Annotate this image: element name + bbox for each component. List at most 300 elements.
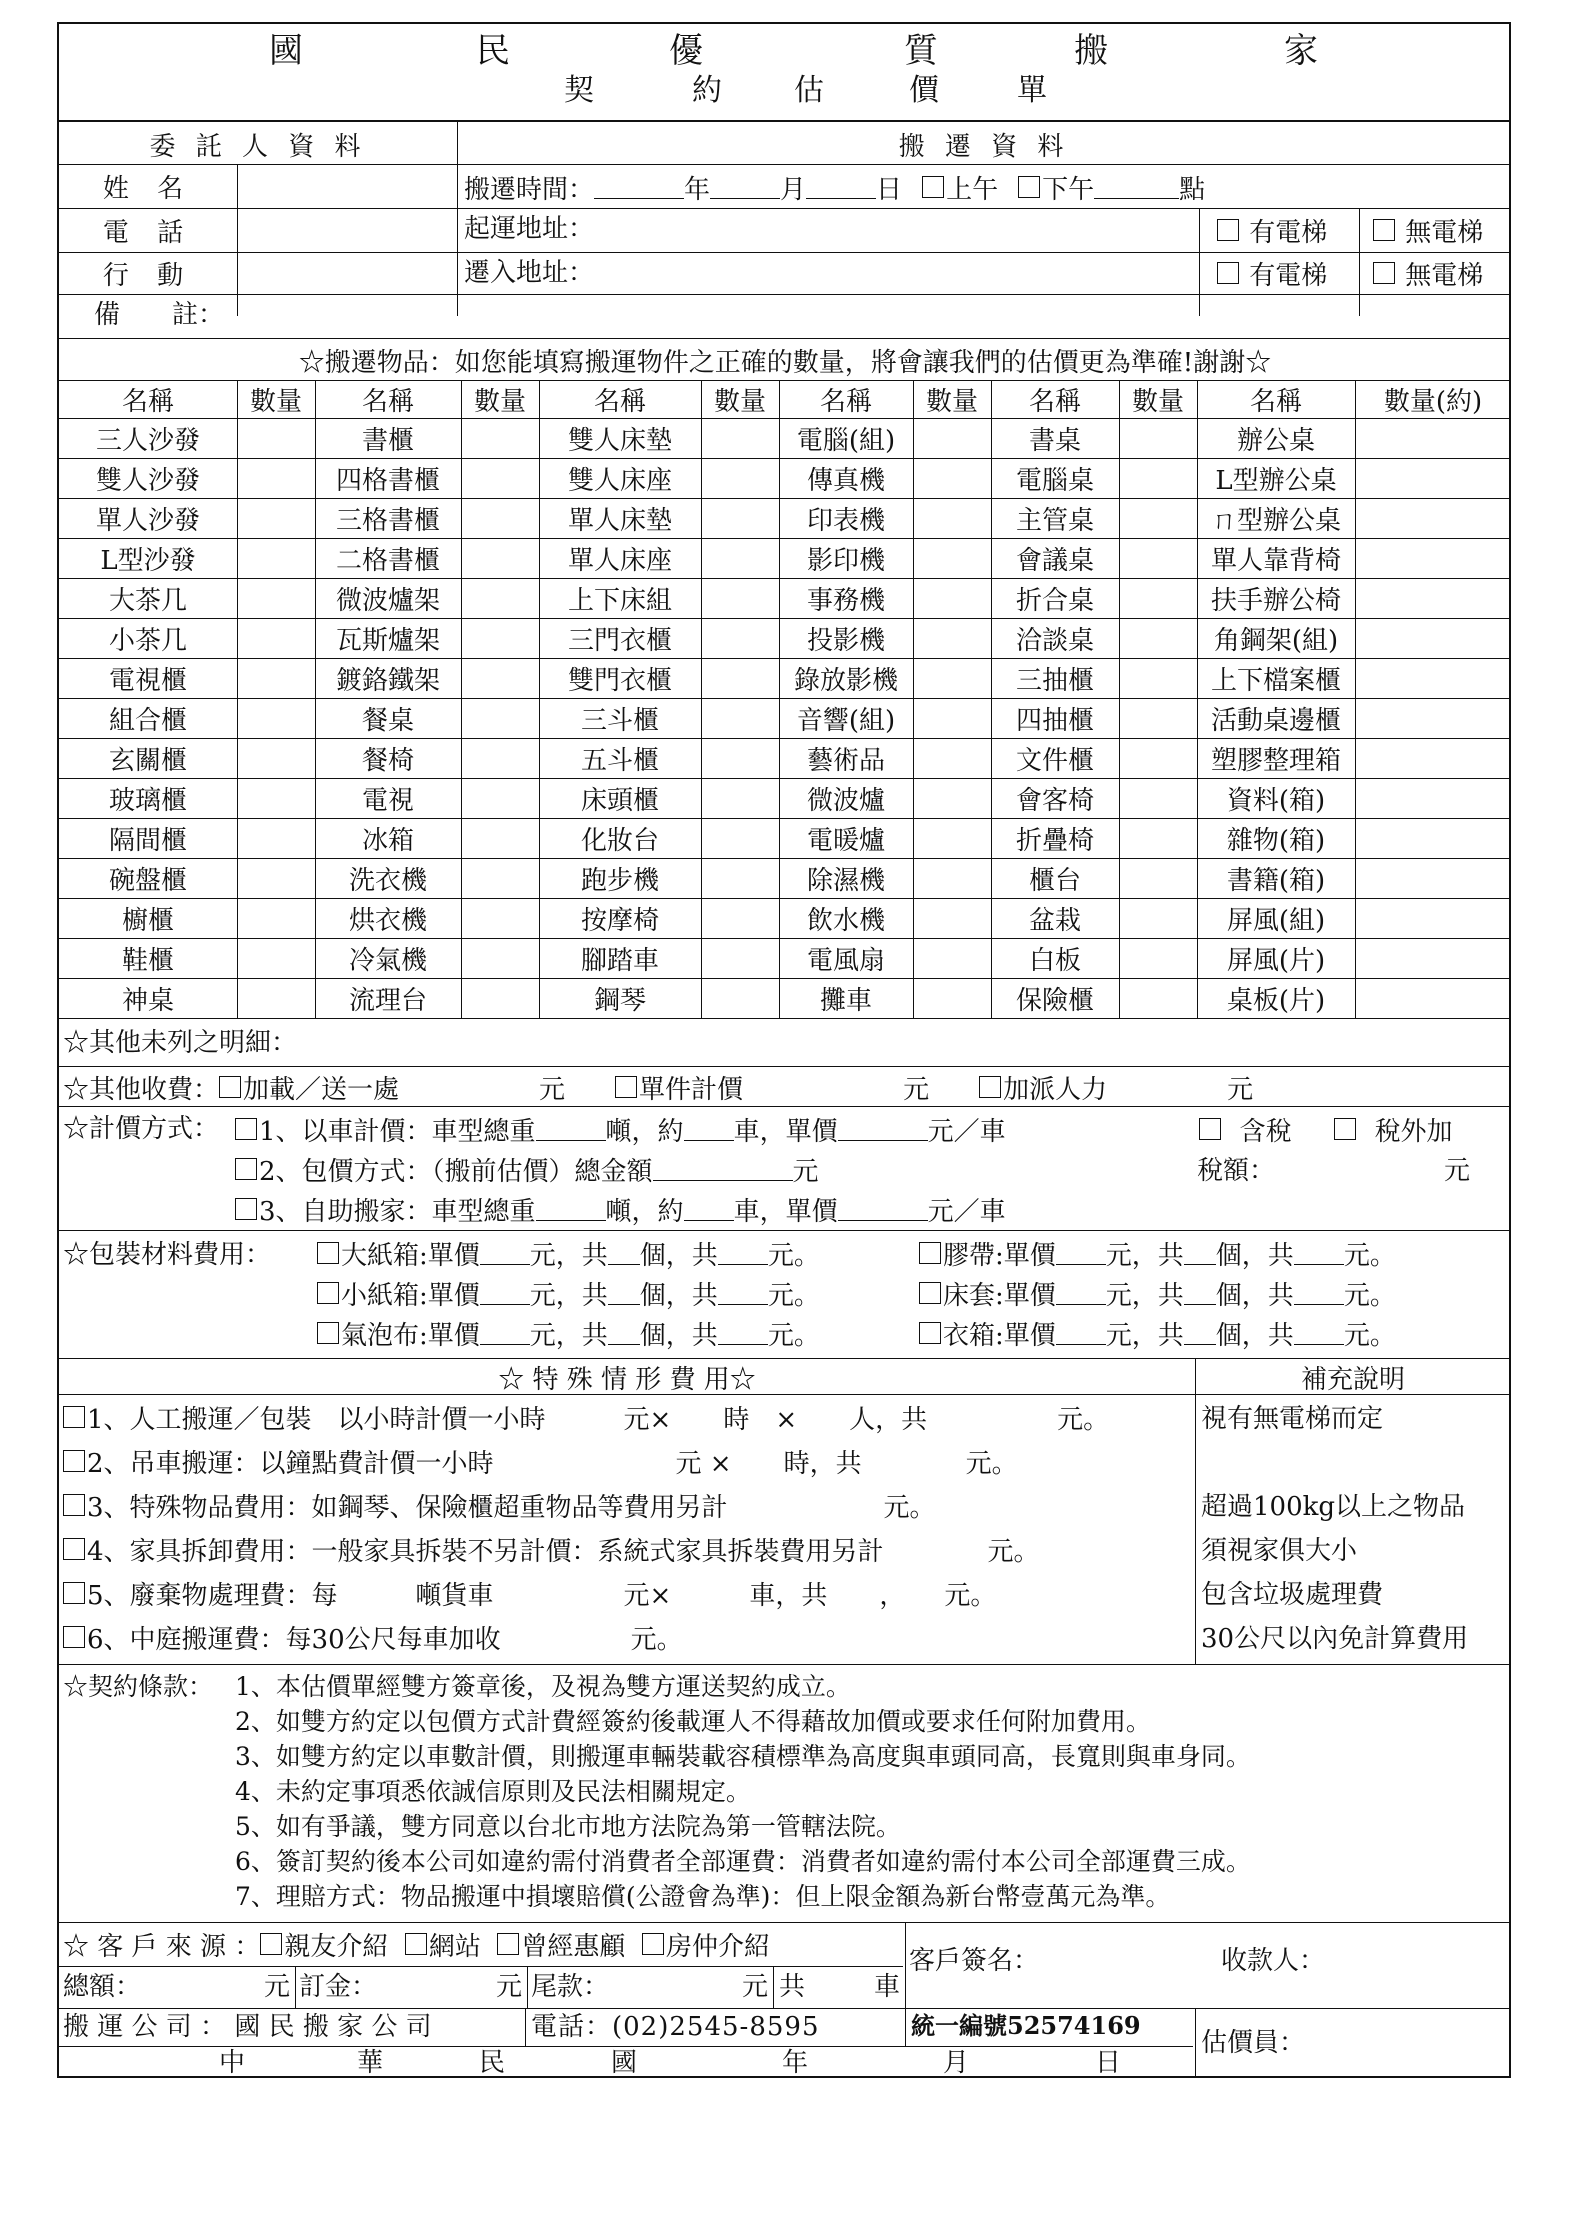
- item-qty-field[interactable]: [461, 978, 539, 1018]
- item-qty-field[interactable]: [237, 698, 315, 738]
- yuan-label: 元: [1227, 1074, 1254, 1105]
- column-header-name: 名稱: [121, 386, 174, 417]
- item-qty-field[interactable]: [1119, 698, 1197, 738]
- source-option: 房仲介紹: [665, 1931, 770, 1962]
- packing-text: :單價: [995, 1320, 1056, 1351]
- weight-field[interactable]: [536, 1118, 606, 1141]
- subtitle-char: 約: [692, 73, 722, 108]
- item-name: 神桌: [121, 985, 174, 1016]
- contract-term: 5、如有爭議，雙方同意以台北市地方法院為第一管轄法院。: [235, 1812, 901, 1841]
- column-header-qty: 數量(約): [1383, 386, 1483, 417]
- item-name: 三門衣櫃: [567, 625, 672, 656]
- fee-opt2-label: 單件計價: [639, 1074, 744, 1105]
- special-fee-note: 超過100kg以上之物品: [1201, 1492, 1466, 1522]
- packing-subtotal-field[interactable]: [718, 1242, 768, 1265]
- item-qty-field[interactable]: [237, 498, 315, 538]
- item-qty-field[interactable]: [913, 538, 991, 578]
- from-elevator-no-checkbox[interactable]: [1373, 219, 1395, 241]
- phone-field[interactable]: [239, 210, 455, 250]
- item-name: 資料(箱): [1226, 785, 1326, 816]
- items-banner: ☆搬遷物品：如您能填寫搬運物件之正確的數量，將會讓我們的估價更為準確!謝謝☆: [298, 347, 1272, 378]
- item-name: 書桌: [1028, 425, 1081, 456]
- packing-text: 個，共: [1215, 1320, 1294, 1351]
- column-header-qty: 數量: [1131, 386, 1184, 417]
- packing-text: 元，共: [1105, 1320, 1184, 1351]
- item-name: 二格書櫃: [335, 545, 440, 576]
- item-qty-field[interactable]: [913, 458, 991, 498]
- packing-text: :單價: [419, 1240, 480, 1271]
- special-fee-text: 3、特殊物品費用：如鋼琴、保險櫃超重物品等費用另計 元。: [87, 1492, 936, 1523]
- item-qty-field[interactable]: [913, 938, 991, 978]
- packing-unit-price-field[interactable]: [480, 1282, 530, 1305]
- item-qty-field[interactable]: [701, 658, 779, 698]
- packing-text: :單價: [419, 1280, 480, 1311]
- tax-yuan-label: 元: [1444, 1156, 1471, 1186]
- item-name: 雙人床座: [567, 465, 672, 496]
- hour-field[interactable]: [1094, 176, 1179, 199]
- packing-unit-price-field[interactable]: [480, 1322, 530, 1345]
- item-qty-field[interactable]: [461, 578, 539, 618]
- contract-term: 6、簽訂契約後本公司如違約需付消費者全部運費：消費者如違約需付本公司全部運費三成。: [235, 1847, 1251, 1876]
- item-name: 單人床墊: [567, 505, 672, 536]
- yuan-label: 元: [742, 1972, 769, 2002]
- item-qty-field[interactable]: [1355, 898, 1511, 938]
- cars-field[interactable]: [684, 1118, 734, 1141]
- pricing-line2: [235, 1152, 819, 1186]
- item-qty-field[interactable]: [701, 858, 779, 898]
- item-name: 白板: [1028, 945, 1081, 976]
- item-name: 大茶几: [108, 585, 187, 616]
- fee-opt1-checkbox[interactable]: [219, 1076, 241, 1098]
- packing-subtotal-field[interactable]: [1294, 1282, 1344, 1305]
- date-char: 民: [479, 2048, 506, 2078]
- item-name: 電腦(組): [796, 425, 896, 456]
- item-qty-field[interactable]: [913, 418, 991, 458]
- to-elevator-no-checkbox[interactable]: [1373, 262, 1395, 284]
- column-header-name: 名稱: [1249, 386, 1302, 417]
- fee-opt2-checkbox[interactable]: [615, 1076, 637, 1098]
- item-qty-field[interactable]: [701, 898, 779, 938]
- item-qty-field[interactable]: [913, 858, 991, 898]
- packing-count-field[interactable]: [608, 1282, 640, 1305]
- other-fees-row: [63, 1070, 1253, 1104]
- item-name: 傳真機: [806, 465, 885, 496]
- item-qty-field[interactable]: [701, 938, 779, 978]
- unit-price-field[interactable]: [838, 1198, 928, 1221]
- packing-material-label: 床套: [943, 1280, 996, 1311]
- item-qty-field[interactable]: [701, 618, 779, 658]
- mobile-label: 行 動: [102, 260, 194, 291]
- item-name: 三斗櫃: [580, 705, 659, 736]
- item-name: 角鋼架(組): [1213, 625, 1339, 656]
- packing-text: 元，共: [1105, 1240, 1184, 1271]
- fee-opt3-label: 加派人力: [1003, 1074, 1108, 1105]
- packing-item: [317, 1236, 820, 1270]
- item-name: 鋼琴: [593, 985, 646, 1016]
- month-field[interactable]: [710, 176, 780, 199]
- item-name: 鞋櫃: [121, 945, 174, 976]
- packing-unit-price-field[interactable]: [1056, 1242, 1106, 1265]
- title-char: 家: [1284, 31, 1318, 71]
- packing-text: 個，共: [1215, 1240, 1294, 1271]
- item-qty-field[interactable]: [461, 498, 539, 538]
- item-name: 折合桌: [1015, 585, 1094, 616]
- item-name: 冷氣機: [348, 945, 427, 976]
- tax-incl-label: 含稅: [1239, 1116, 1292, 1147]
- pricing-text: 元: [792, 1156, 819, 1187]
- item-qty-field[interactable]: [237, 818, 315, 858]
- item-qty-field[interactable]: [461, 938, 539, 978]
- company-tax-id: 統一編號52574169: [911, 2011, 1141, 2040]
- item-qty-field[interactable]: [461, 818, 539, 858]
- from-elevator-yes-checkbox[interactable]: [1217, 219, 1239, 241]
- elevator-no-label: 無電梯: [1405, 217, 1484, 248]
- packing-text: :單價: [995, 1280, 1056, 1311]
- item-qty-field[interactable]: [701, 418, 779, 458]
- packing-text: 元。: [767, 1320, 820, 1351]
- item-qty-field[interactable]: [461, 858, 539, 898]
- cars-field[interactable]: [684, 1198, 734, 1221]
- item-qty-field[interactable]: [1119, 738, 1197, 778]
- pricing-text: 2、包價方式：（搬前估價）總金額: [259, 1156, 653, 1187]
- phone-label: 電 話: [102, 217, 194, 248]
- item-qty-field[interactable]: [461, 698, 539, 738]
- fee-opt3-checkbox[interactable]: [979, 1076, 1001, 1098]
- item-name: 四抽櫃: [1015, 705, 1094, 736]
- weight-field[interactable]: [536, 1198, 606, 1221]
- pricing-text: 車，單價: [733, 1196, 838, 1227]
- item-qty-field[interactable]: [1355, 938, 1511, 978]
- item-qty-field[interactable]: [1355, 658, 1511, 698]
- item-name: 雜物(箱): [1226, 825, 1326, 856]
- item-qty-field[interactable]: [461, 898, 539, 938]
- item-name: 屏風(組): [1226, 905, 1326, 936]
- year-field[interactable]: [594, 176, 684, 199]
- item-qty-field[interactable]: [461, 778, 539, 818]
- item-qty-field[interactable]: [237, 458, 315, 498]
- special-fee-note: 包含垃圾處理費: [1201, 1580, 1384, 1610]
- item-qty-field[interactable]: [1119, 418, 1197, 458]
- packing-material-label: 小紙箱: [341, 1280, 420, 1311]
- item-qty-field[interactable]: [913, 498, 991, 538]
- item-qty-field[interactable]: [237, 418, 315, 458]
- unit-price-field[interactable]: [838, 1118, 928, 1141]
- special-fee-row: [63, 1398, 1109, 1436]
- packing-checkbox[interactable]: [317, 1242, 339, 1264]
- packing-item: [317, 1316, 820, 1350]
- packing-unit-price-field[interactable]: [480, 1242, 530, 1265]
- move-time-row: [464, 169, 1205, 205]
- item-qty-field[interactable]: [1119, 778, 1197, 818]
- packing-checkbox[interactable]: [919, 1282, 941, 1304]
- item-qty-field[interactable]: [461, 538, 539, 578]
- item-qty-field[interactable]: [237, 778, 315, 818]
- special-fee-checkbox[interactable]: [63, 1538, 85, 1560]
- item-name: 電腦桌: [1015, 465, 1094, 496]
- special-fee-checkbox[interactable]: [63, 1494, 85, 1516]
- item-name: 錄放影機: [793, 665, 898, 696]
- item-qty-field[interactable]: [913, 618, 991, 658]
- packing-text: 個，共: [639, 1320, 718, 1351]
- source-returning-checkbox[interactable]: [497, 1933, 519, 1955]
- packing-count-field[interactable]: [1184, 1242, 1216, 1265]
- packing-text: 元。: [767, 1240, 820, 1271]
- item-qty-field[interactable]: [913, 698, 991, 738]
- item-qty-field[interactable]: [461, 658, 539, 698]
- item-qty-field[interactable]: [1119, 498, 1197, 538]
- item-name: 印表機: [806, 505, 885, 536]
- item-qty-field[interactable]: [701, 818, 779, 858]
- packing-unit-price-field[interactable]: [1056, 1322, 1106, 1345]
- item-qty-field[interactable]: [237, 578, 315, 618]
- item-qty-field[interactable]: [913, 658, 991, 698]
- item-name: 微波爐: [806, 785, 885, 816]
- date-char: 日: [1095, 2048, 1122, 2078]
- packing-subtotal-field[interactable]: [718, 1282, 768, 1305]
- item-name: 鍍鉻鐵架: [335, 665, 440, 696]
- fee-opt1-label: 加載／送一處: [243, 1074, 400, 1105]
- item-qty-field[interactable]: [237, 858, 315, 898]
- item-name: 四格書櫃: [335, 465, 440, 496]
- pricing-opt3-checkbox[interactable]: [235, 1198, 257, 1220]
- column-header-name: 名稱: [593, 386, 646, 417]
- year-label: 年: [684, 174, 711, 205]
- packing-text: 元，共: [529, 1280, 608, 1311]
- pricing-opt1-checkbox[interactable]: [235, 1118, 257, 1140]
- estimator-label: 估價員：: [1201, 2028, 1306, 2058]
- item-qty-field[interactable]: [461, 458, 539, 498]
- pricing-text: 噸，約: [605, 1196, 684, 1227]
- column-header-qty: 數量: [713, 386, 766, 417]
- total-field[interactable]: [653, 1158, 793, 1181]
- item-name: 音響(組): [796, 705, 896, 736]
- packing-count-field[interactable]: [608, 1322, 640, 1345]
- special-fee-checkbox[interactable]: [63, 1450, 85, 1472]
- packing-material-label: 氣泡布: [341, 1320, 420, 1351]
- item-name: 電風扇: [806, 945, 885, 976]
- packing-unit-price-field[interactable]: [1056, 1282, 1106, 1305]
- item-name: 跑步機: [580, 865, 659, 896]
- item-name: 按摩椅: [580, 905, 659, 936]
- source-option: 親友介紹: [284, 1931, 389, 1962]
- packing-item: [317, 1276, 820, 1310]
- packing-checkbox[interactable]: [317, 1322, 339, 1344]
- item-qty-field[interactable]: [1355, 778, 1511, 818]
- item-qty-field[interactable]: [1355, 418, 1511, 458]
- item-qty-field[interactable]: [913, 778, 991, 818]
- date-char: 年: [782, 2048, 809, 2078]
- item-name: 洽談桌: [1015, 625, 1094, 656]
- item-qty-field[interactable]: [1119, 858, 1197, 898]
- contract-term: 3、如雙方約定以車數計價，則搬運車輛裝載容積標準為高度與車頭同高，長寬則與車身同。: [235, 1742, 1251, 1771]
- special-fee-text: 6、中庭搬運費：每30公尺每車加收 元。: [87, 1624, 683, 1655]
- item-name: 烘衣機: [348, 905, 427, 936]
- special-fee-checkbox[interactable]: [63, 1582, 85, 1604]
- packing-text: 元。: [1343, 1280, 1396, 1311]
- packing-text: 元。: [1343, 1320, 1396, 1351]
- packing-subtotal-field[interactable]: [1294, 1322, 1344, 1345]
- column-header-name: 名稱: [361, 386, 414, 417]
- tax-amount-label: 稅額：: [1197, 1156, 1276, 1186]
- item-name: 活動桌邊櫃: [1210, 705, 1341, 736]
- contract-term: 1、本估價單經雙方簽章後，及視為雙方運送契約成立。: [235, 1672, 851, 1701]
- day-field[interactable]: [806, 176, 876, 199]
- tax-incl-checkbox[interactable]: [1199, 1118, 1221, 1140]
- item-name: 櫃台: [1028, 865, 1081, 896]
- item-name: 塑膠整理箱: [1210, 745, 1341, 776]
- pricing-text: 元／車: [927, 1116, 1006, 1147]
- item-qty-field[interactable]: [1119, 458, 1197, 498]
- item-qty-field[interactable]: [1119, 898, 1197, 938]
- item-qty-field[interactable]: [1355, 498, 1511, 538]
- note-label: 備 註：: [94, 300, 225, 330]
- subtitle-char: 估: [794, 73, 824, 108]
- item-qty-field[interactable]: [1355, 698, 1511, 738]
- item-name: 上下檔案櫃: [1210, 665, 1341, 696]
- item-qty-field[interactable]: [701, 778, 779, 818]
- packing-text: 元。: [767, 1280, 820, 1311]
- item-qty-field[interactable]: [237, 898, 315, 938]
- packing-text: 個，共: [639, 1280, 718, 1311]
- item-qty-field[interactable]: [1355, 538, 1511, 578]
- source-agent-checkbox[interactable]: [642, 1933, 664, 1955]
- other-fees-label: ☆其他收費：: [63, 1074, 220, 1105]
- item-name: 微波爐架: [335, 585, 440, 616]
- item-name: 盆栽: [1028, 905, 1081, 936]
- item-qty-field[interactable]: [1355, 578, 1511, 618]
- special-fee-text: 2、吊車搬運：以鐘點費計價一小時 元 × 時，共 元。: [87, 1448, 1018, 1479]
- packing-checkbox[interactable]: [317, 1282, 339, 1304]
- item-qty-field[interactable]: [701, 738, 779, 778]
- item-name: 除濕機: [806, 865, 885, 896]
- item-name: 單人床座: [567, 545, 672, 576]
- item-qty-field[interactable]: [1355, 458, 1511, 498]
- item-qty-field[interactable]: [1119, 938, 1197, 978]
- elevator-yes-label: 有電梯: [1249, 260, 1328, 291]
- pricing-text: 元／車: [927, 1196, 1006, 1227]
- item-qty-field[interactable]: [913, 898, 991, 938]
- item-qty-field[interactable]: [701, 978, 779, 1018]
- item-qty-field[interactable]: [1355, 978, 1511, 1018]
- subtitle-char: 單: [1017, 73, 1047, 108]
- item-name: 上下床組: [567, 585, 672, 616]
- mobile-field[interactable]: [239, 254, 455, 292]
- special-fee-text: 5、廢棄物處理費：每 噸貨車 元× 車，共 ， 元。: [87, 1580, 997, 1611]
- item-qty-field[interactable]: [1119, 578, 1197, 618]
- packing-label: ☆包裝材料費用：: [63, 1240, 272, 1270]
- am-checkbox[interactable]: [922, 176, 944, 198]
- divider: [59, 120, 1509, 122]
- item-name: 電暖爐: [806, 825, 885, 856]
- name-field[interactable]: [239, 166, 455, 206]
- item-qty-field[interactable]: [237, 938, 315, 978]
- packing-checkbox[interactable]: [919, 1242, 941, 1264]
- table-bottom: [59, 1018, 1509, 1019]
- packing-text: 元。: [1343, 1240, 1396, 1271]
- item-qty-field[interactable]: [913, 578, 991, 618]
- move-header: 搬 遷 資 料: [898, 131, 1070, 162]
- date-char: 國: [611, 2048, 638, 2078]
- company-phone: 電話：(02)2545-8595: [531, 2012, 820, 2042]
- source-web-checkbox[interactable]: [405, 1933, 427, 1955]
- item-qty-field[interactable]: [913, 738, 991, 778]
- item-qty-field[interactable]: [701, 578, 779, 618]
- special-fee-text: 4、家具拆卸費用：一般家具拆裝不另計價：系統式家具拆裝費用另計 元。: [87, 1536, 1040, 1567]
- item-qty-field[interactable]: [701, 458, 779, 498]
- item-name: 碗盤櫃: [108, 865, 187, 896]
- item-qty-field[interactable]: [1355, 618, 1511, 658]
- item-qty-field[interactable]: [237, 538, 315, 578]
- item-qty-field[interactable]: [1119, 818, 1197, 858]
- packing-checkbox[interactable]: [919, 1322, 941, 1344]
- pm-checkbox[interactable]: [1018, 176, 1040, 198]
- item-name: 餐桌: [361, 705, 414, 736]
- item-qty-field[interactable]: [237, 618, 315, 658]
- item-qty-field[interactable]: [913, 818, 991, 858]
- item-qty-field[interactable]: [1355, 858, 1511, 898]
- company-name: 搬 運 公 司 ： 國 民 搬 家 公 司: [63, 2012, 432, 2042]
- item-name: 洗衣機: [348, 865, 427, 896]
- month-label: 月: [780, 174, 807, 205]
- item-qty-field[interactable]: [461, 618, 539, 658]
- pricing-line1: [235, 1112, 1006, 1146]
- item-qty-field[interactable]: [1119, 538, 1197, 578]
- special-fee-checkbox[interactable]: [63, 1626, 85, 1648]
- contract-term: 2、如雙方約定以包價方式計費經簽約後載運人不得藉故加價或要求任何附加費用。: [235, 1707, 1151, 1736]
- item-qty-field[interactable]: [913, 978, 991, 1018]
- source-label: ☆ 客 戶 來 源 ：: [63, 1931, 261, 1962]
- item-qty-field[interactable]: [701, 538, 779, 578]
- item-qty-field[interactable]: [1355, 738, 1511, 778]
- item-qty-field[interactable]: [1119, 618, 1197, 658]
- item-name: 攤車: [819, 985, 872, 1016]
- special-fee-note: 30公尺以內免計算費用: [1201, 1624, 1469, 1654]
- item-qty-field[interactable]: [461, 418, 539, 458]
- tax-excl-checkbox[interactable]: [1334, 1118, 1356, 1140]
- special-fee-checkbox[interactable]: [63, 1406, 85, 1428]
- item-qty-field[interactable]: [237, 658, 315, 698]
- column-header-qty: 數量: [473, 386, 526, 417]
- item-name: 化妝台: [580, 825, 659, 856]
- item-name: 櫥櫃: [121, 905, 174, 936]
- pricing-opt2-checkbox[interactable]: [235, 1158, 257, 1180]
- hour-label: 點: [1179, 174, 1206, 205]
- other-items-label: ☆其他未列之明細：: [63, 1028, 298, 1058]
- packing-count-field[interactable]: [1184, 1282, 1216, 1305]
- item-qty-field[interactable]: [1355, 818, 1511, 858]
- packing-subtotal-field[interactable]: [718, 1322, 768, 1345]
- to-elevator-yes-checkbox[interactable]: [1217, 262, 1239, 284]
- packing-subtotal-field[interactable]: [1294, 1242, 1344, 1265]
- item-qty-field[interactable]: [461, 738, 539, 778]
- item-name: 藝術品: [806, 745, 885, 776]
- customer-sign-label: 客戶簽名：: [909, 1946, 1040, 1976]
- item-name: 床頭櫃: [580, 785, 659, 816]
- packing-count-field[interactable]: [1184, 1322, 1216, 1345]
- item-name: 三格書櫃: [335, 505, 440, 536]
- pricing-text: 1、以車計價：車型總重: [259, 1116, 536, 1147]
- pricing-label: ☆計價方式：: [63, 1114, 220, 1144]
- item-qty-field[interactable]: [237, 738, 315, 778]
- item-qty-field[interactable]: [701, 498, 779, 538]
- source-friend-checkbox[interactable]: [260, 1933, 282, 1955]
- packing-count-field[interactable]: [608, 1242, 640, 1265]
- item-name: 會客椅: [1015, 785, 1094, 816]
- item-qty-field[interactable]: [1119, 978, 1197, 1018]
- item-qty-field[interactable]: [701, 698, 779, 738]
- item-qty-field[interactable]: [237, 978, 315, 1018]
- item-qty-field[interactable]: [1119, 658, 1197, 698]
